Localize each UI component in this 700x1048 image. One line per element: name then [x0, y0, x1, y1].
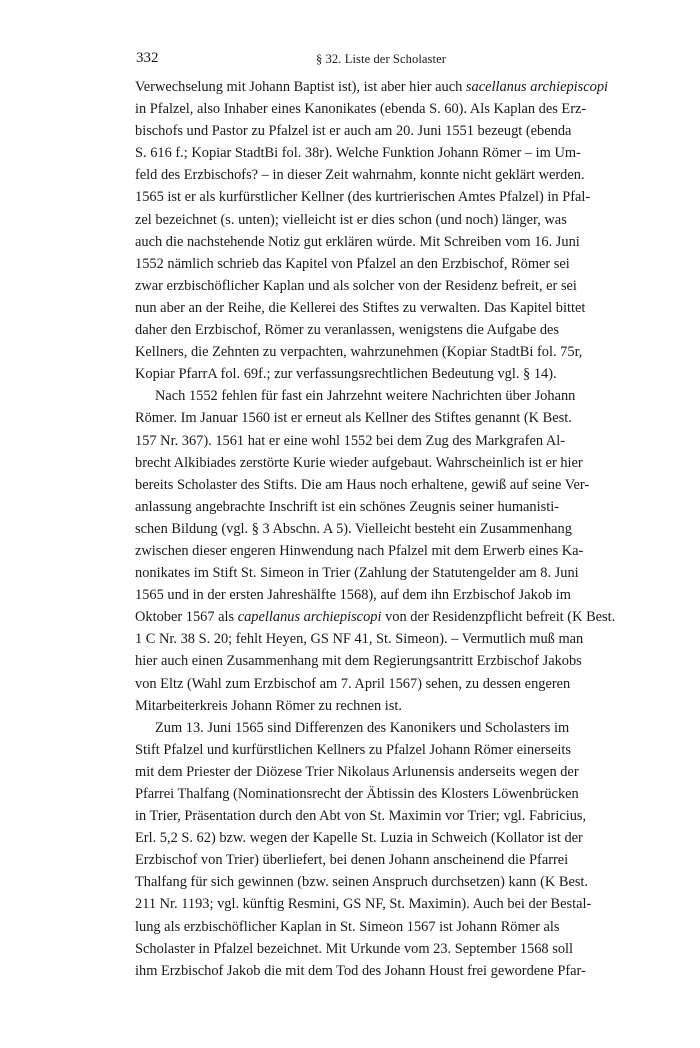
text-line: [135, 960, 586, 982]
text-line: [135, 496, 559, 518]
text-line: [135, 916, 559, 938]
text-line: [135, 695, 559, 717]
text-line: [135, 673, 571, 695]
text-line: [135, 385, 576, 407]
text-run: feld des Erzbischofs? – in dieser Zeit wahrnahm, konnte nicht geklärt werden.: [135, 167, 585, 184]
text-run: ihm Erzbischof Jakob die mit dem Tod des Johann Houst frei gewordene Pfar-: [135, 962, 586, 979]
text-run: Scholaster in Pfalzel bezeichnet. Mit Urkunde vom 23. September 1568 soll: [135, 940, 574, 957]
text-line: [135, 363, 559, 385]
text-line: [135, 164, 585, 186]
text-line: [135, 120, 572, 142]
text-run: zel bezeichnet (s. unten); vielleicht ist er dies schon (und noch) länger, was: [135, 211, 567, 228]
text-line: [135, 893, 592, 915]
text-run: nonikates im Stift St. Simeon in Trier (Zahlung der Statutengelder am 8. Juni: [135, 565, 579, 582]
italic-phrase: capellanus archiepiscopi: [237, 609, 382, 626]
text-line: [135, 540, 584, 562]
text-run: Nach 1552 fehlen für fast ein Jahrzehnt weitere Nachrichten über Johann: [155, 388, 576, 405]
text-line: [135, 761, 579, 783]
paragraph: [135, 385, 616, 716]
italic-phrase: sacellanus archiepiscopi: [465, 79, 609, 95]
text-run: anlassung angebrachte Inschrift ist ein schönes Zeugnis seiner humanisti-: [135, 498, 559, 515]
text-line: [135, 209, 567, 231]
text-line: [135, 871, 589, 893]
text-line: [135, 650, 582, 672]
text-line: [135, 584, 571, 606]
paragraph: [135, 76, 609, 385]
paragraph: [135, 717, 592, 982]
text-line: [135, 407, 572, 429]
text-run: zwischen dieser engeren Hinwendung nach Pfalzel mit dem Erwerb eines Ka-: [135, 542, 584, 559]
text-run: 1 C Nr. 38 S. 20; fehlt Heyen, GS NF 41, St. Simeon). – Vermutlich muß man: [135, 631, 584, 648]
text-line: [135, 275, 577, 297]
text-run: Thalfang für sich gewinnen (bzw. seinen Anspruch durchsetzen) kann (K Best.: [135, 874, 589, 891]
text-run: Pfarrei Thalfang (Nominationsrecht der Äbtissin des Klosters Löwenbrücken: [135, 786, 579, 802]
page-number: 332: [136, 50, 159, 66]
text-run: von Eltz (Wahl zum Erzbischof am 7. April 1567) sehen, zu dessen engeren: [135, 675, 571, 692]
text-run: 1565 und in der ersten Jahreshälfte 1568), auf dem ihn Erzbischof Jakob im: [135, 587, 571, 604]
body-text: [135, 76, 616, 982]
text-run: bischofs und Pastor zu Pfalzel ist er auch am 20. Juni 1551 bezeugt (ebenda: [135, 123, 572, 140]
text-line: [135, 430, 566, 452]
text-run: Erl. 5,2 S. 62) bzw. wegen der Kapelle St. Luzia in Schweich (Kollator ist der: [135, 830, 583, 847]
text-run: 1565 ist er als kurfürstlicher Kellner (des kurtrierischen Amtes Pfalzel) in Pfal-: [135, 189, 591, 206]
text-run: in Trier, Präsentation durch den Abt von St. Maximin vor Trier; vgl. Fabricius,: [135, 808, 587, 825]
text-run: 1552 nämlich schrieb das Kapitel von Pfalzel an den Erzbischof, Römer sei: [135, 255, 570, 272]
text-line: [135, 938, 574, 960]
text-run: Stift Pfalzel und kurfürstlichen Kellners zu Pfalzel Johann Römer einerseits: [135, 741, 571, 758]
text-run: zwar erzbischöflicher Kaplan und als solcher von der Residenz befreit, er sei: [135, 277, 577, 294]
text-line: [135, 474, 590, 496]
text-line: [135, 186, 591, 208]
text-run: mit dem Priester der Diözese Trier Nikolaus Arlunensis anderseits wegen der: [135, 763, 579, 780]
text-run: daher den Erzbischof, Römer zu veranlassen, wenigstens die Aufgabe des: [135, 322, 559, 339]
text-run: Erzbischof von Trier) überliefert, bei denen Johann anscheinend die Pfarrei: [135, 852, 569, 869]
text-line: [135, 341, 583, 363]
text-line: [135, 297, 586, 319]
text-line: [135, 231, 580, 253]
text-line: [135, 717, 570, 739]
text-run: schen Bildung (vgl. § 3 Abschn. A 5). Vielleicht besteht ein Zusammenhang: [135, 520, 572, 537]
text-run: Kopiar PfarrA fol. 69f.; zur verfassungsrechtlichen Bedeutung vgl. § 14).: [135, 366, 557, 383]
text-run: 211 Nr. 1193; vgl. künftig Resmini, GS NF, St. Maximin). Auch bei der Bestal-: [135, 896, 592, 913]
section-title: § 32. Liste der Scholaster: [316, 52, 446, 66]
text-line: [135, 562, 579, 584]
text-line: [135, 76, 609, 98]
text-run: Verwechselung mit Johann Baptist ist), ist aber hier auch: [135, 79, 466, 95]
text-line: [135, 606, 616, 628]
text-run: von der Residenzpflicht befreit (K Best.: [381, 609, 616, 626]
text-line: [135, 805, 587, 827]
text-line: [135, 518, 572, 540]
text-run: brecht Alkibiades zerstörte Kurie wieder aufgebaut. Wahrscheinlich ist er hier: [135, 454, 583, 471]
text-run: auch die nachstehende Notiz gut erklären würde. Mit Schreiben vom 16. Juni: [135, 233, 580, 250]
text-line: [135, 452, 583, 474]
text-line: [135, 319, 559, 341]
text-line: [135, 142, 581, 164]
text-run: 157 Nr. 367). 1561 hat er eine wohl 1552 bei dem Zug des Markgrafen Al-: [135, 432, 566, 449]
text-line: [135, 849, 569, 871]
text-line: [135, 253, 570, 275]
text-line: [135, 739, 571, 761]
text-run: hier auch einen Zusammenhang mit dem Regierungsantritt Erzbischof Jakobs: [135, 653, 582, 670]
text-run: Zum 13. Juni 1565 sind Differenzen des Kanonikers und Scholasters im: [155, 719, 570, 736]
text-line: [135, 783, 579, 805]
text-run: Oktober 1567 als: [135, 609, 238, 626]
text-run: bereits Scholaster des Stifts. Die am Haus noch erhaltene, gewiß auf seine Ver-: [135, 476, 590, 493]
running-head: [136, 50, 556, 72]
text-run: lung als erzbischöflicher Kaplan in St. Simeon 1567 ist Johann Römer als: [135, 918, 560, 935]
text-run: Kellners, die Zehnten zu verpachten, wahrzunehmen (Kopiar StadtBi fol. 75r,: [135, 344, 583, 361]
text-line: [135, 628, 584, 650]
text-line: [135, 827, 583, 849]
text-run: S. 616 f.; Kopiar StadtBi fol. 38r). Welche Funktion Johann Römer – im Um-: [135, 145, 581, 162]
text-run: Mitarbeiterkreis Johann Römer zu rechnen ist.: [135, 697, 402, 714]
text-run: nun aber an der Reihe, die Kellerei des Stiftes zu verwalten. Das Kapitel bittet: [135, 299, 586, 316]
text-run: Römer. Im Januar 1560 ist er erneut als Kellner des Stiftes genannt (K Best.: [135, 410, 572, 427]
text-run: in Pfalzel, also Inhaber eines Kanonikates (ebenda S. 60). Als Kaplan des Erz-: [135, 101, 587, 118]
text-line: [135, 98, 587, 120]
